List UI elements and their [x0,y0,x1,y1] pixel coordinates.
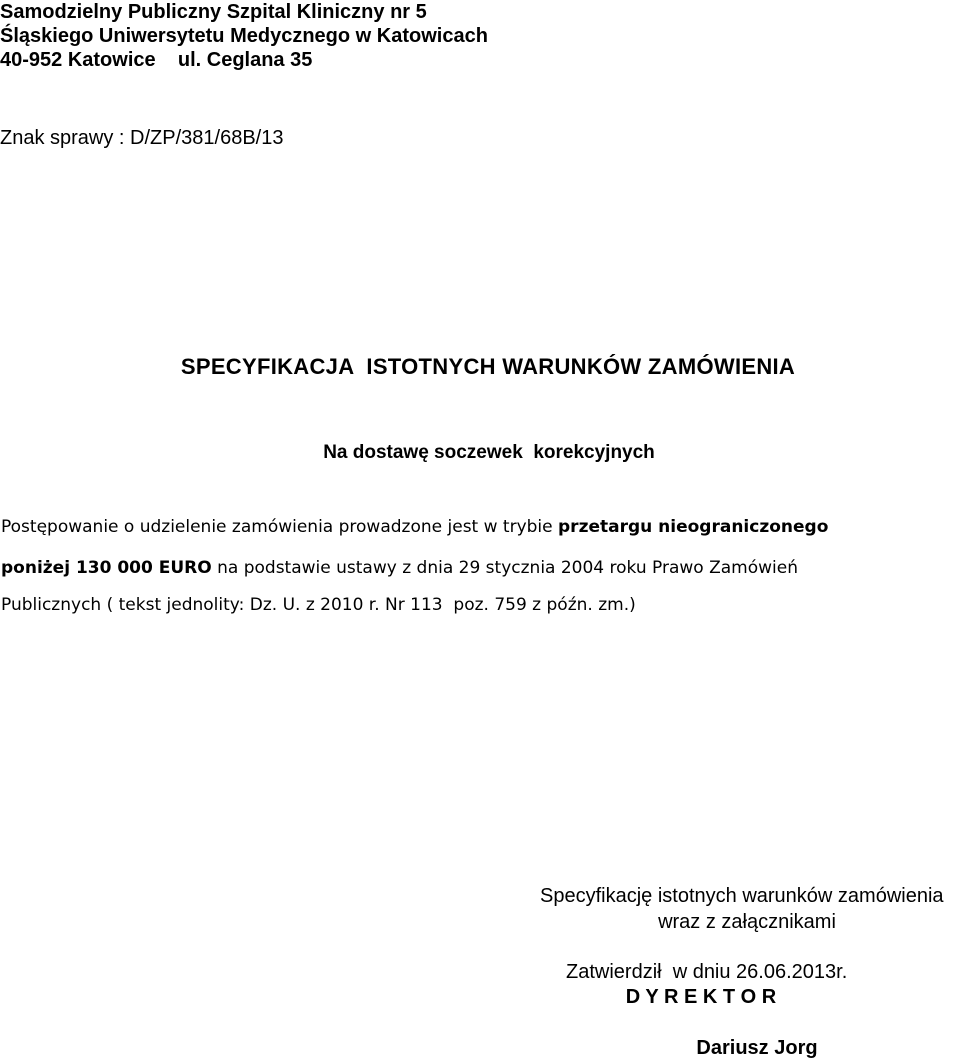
approval-date: Zatwierdził w dniu 26.06.2013r. [566,961,848,983]
case-number: Znak sprawy : D/ZP/381/68B/13 [0,127,284,149]
director-title: D Y R E K T O R [625,986,777,1008]
director-name: Dariusz Jorg [696,1037,818,1059]
document-subtitle: Na dostawę soczewek korekcyjnych [323,442,655,463]
hospital-name: Samodzielny Publiczny Szpital Kliniczny nr 5 [0,1,427,23]
procedure-text: Postępowanie o udzielenie zamówienia prowadzone jest w trybie [1,517,559,537]
university-name: Śląskiego Uniwersytetu Medycznego w Katowicach [0,25,488,47]
spec-approval-line-1: Specyfikację istotnych warunków zamówienia [540,885,944,907]
procedure-mode: przetargu nieograniczonego [558,517,829,537]
document-title: SPECYFIKACJA ISTOTNYCH WARUNKÓW ZAMÓWIENIA [180,354,796,379]
procedure-line-2 [1,557,798,579]
spec-approval-line-2: wraz z załącznikami [658,911,836,933]
hospital-address: 40-952 Katowice ul. Ceglana 35 [0,49,313,71]
procedure-line-3: Publicznych ( tekst jednolity: Dz. U. z 2010 r. Nr 113 poz. 759 z późn. zm.) [1,595,636,615]
procedure-line-1 [1,516,828,538]
procedure-threshold: poniżej 130 000 EURO [1,558,212,578]
procedure-legal-basis: na podstawie ustawy z dnia 29 stycznia 2004 roku Prawo Zamówień [211,558,798,578]
